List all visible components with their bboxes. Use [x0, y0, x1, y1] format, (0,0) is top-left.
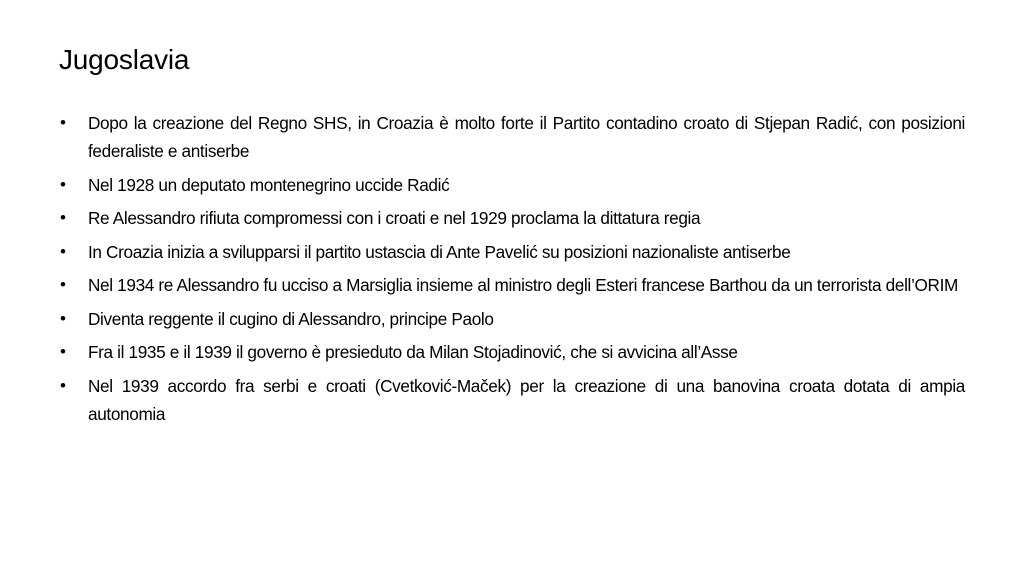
bullet-marker: • — [60, 113, 66, 132]
bullet-marker: • — [60, 174, 66, 194]
bullet-text: Diventa reggente il cugino di Alessandro, principe Paolo — [88, 308, 494, 329]
bullet-text: Re Alessandro rifiuta compromessi con i croati e nel 1929 proclama la dittatura regia — [88, 208, 701, 228]
bullet-text: Nel 1939 accordo fra serbi e croati (Cvetković-Maček) per la creazione di una banovina croata dotata di ampia autonomia — [88, 375, 965, 424]
bullet-marker: • — [60, 308, 66, 328]
bullet-list — [60, 109, 965, 433]
bullet-text: Nel 1928 un deputato montenegrino uccide Radić — [88, 174, 450, 195]
bullet-item — [60, 305, 965, 333]
bullet-item — [60, 338, 965, 366]
bullet-marker: • — [60, 375, 66, 395]
bullet-text: Nel 1934 re Alessandro fu ucciso a Marsiglia insieme al ministro degli Esteri francese Barthou da un terrorista dell’ORIM — [88, 275, 958, 295]
bullet-text: In Croazia inizia a svilupparsi il partito ustascia di Ante Pavelić su posizioni nazionaliste antiserbe — [88, 241, 791, 262]
bullet-item — [60, 109, 965, 165]
bullet-text: Fra il 1935 e il 1939 il governo è presieduto da Milan Stojadinović, che si avvicina all’Asse — [88, 342, 738, 362]
bullet-marker: • — [60, 241, 66, 261]
bullet-item — [60, 238, 965, 266]
bullet-marker: • — [60, 275, 66, 294]
bullet-marker: • — [60, 208, 66, 227]
bullet-marker: • — [60, 342, 66, 361]
slide-title: Jugoslavia — [59, 44, 190, 75]
bullet-text: Dopo la creazione del Regno SHS, in Croazia è molto forte il Partito contadino croato di Stjepan Radić, con posizioni federaliste e antiserbe — [88, 113, 965, 161]
bullet-item — [60, 372, 965, 428]
bullet-item — [60, 171, 965, 199]
bullet-item — [60, 271, 965, 299]
bullet-item — [60, 204, 965, 232]
